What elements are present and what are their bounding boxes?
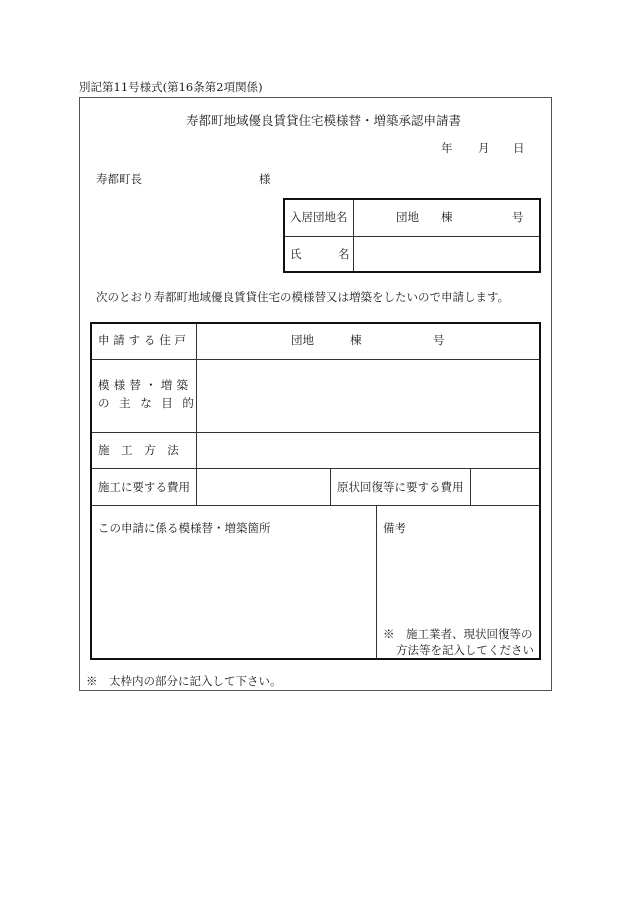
row-line-3 <box>92 468 539 469</box>
row-line-1 <box>92 359 539 360</box>
complex-label: 入居団地名 <box>290 210 348 224</box>
date-year: 年 <box>441 141 453 155</box>
cost-split-line <box>330 469 331 505</box>
label-column-line <box>196 324 197 505</box>
row-line-2 <box>92 432 539 433</box>
addressee-name: 寿都町長 <box>96 172 142 186</box>
form-title: 寿都町地域優良賃貸住宅模様替・増築承認申請書 <box>186 113 462 128</box>
name-label-2: 名 <box>338 247 350 261</box>
name-label-1: 氏 <box>290 247 302 261</box>
complex-mune: 棟 <box>441 210 453 224</box>
name-field[interactable] <box>355 238 539 271</box>
row-line-4 <box>92 505 539 506</box>
intro-text: 次のとおり寿都町地域優良賃貸住宅の模様替又は増築をしたいので申請します。 <box>96 290 510 304</box>
dwelling-mune: 棟 <box>350 333 362 347</box>
complex-go: 号 <box>512 210 524 224</box>
form-number: 別記第11号様式(第16条第2項関係) <box>79 80 263 94</box>
purpose-label-line1: 模様替・増築 <box>98 378 193 392</box>
dwelling-danchi: 団地 <box>291 333 314 347</box>
complex-danchi: 団地 <box>396 210 419 224</box>
applicant-divider-h <box>285 236 539 237</box>
restore-cost-label: 原状回復等に要する費用 <box>337 480 464 494</box>
restore-split-line <box>470 469 471 505</box>
dwelling-go: 号 <box>433 333 445 347</box>
footnote: ※ 太枠内の部分に記入して下さい。 <box>86 674 282 688</box>
cost-label: 施工に要する費用 <box>98 480 190 494</box>
complex-value-field[interactable] <box>355 200 539 235</box>
purpose-label-line2: の主な目的 <box>98 396 204 410</box>
remarks-split-line <box>376 506 377 658</box>
remarks-note-line1: ※ 施工業者、現状回復等の <box>383 627 533 641</box>
method-field[interactable] <box>198 434 538 467</box>
date-month: 月 <box>478 141 490 155</box>
remarks-note-line2: 方法等を記入してください <box>396 643 534 657</box>
location-field[interactable] <box>92 540 375 657</box>
applicant-divider-v <box>353 200 354 271</box>
remarks-label: 備考 <box>383 521 406 535</box>
addressee-honorific: 様 <box>259 172 271 186</box>
dwelling-field[interactable] <box>198 325 538 358</box>
purpose-field[interactable] <box>198 361 538 431</box>
location-label: この申請に係る模様替・増築箇所 <box>98 521 271 535</box>
method-label: 施工方法 <box>98 443 191 457</box>
restore-cost-field[interactable] <box>472 470 538 504</box>
date-day: 日 <box>513 141 525 155</box>
cost-field[interactable] <box>198 470 329 504</box>
dwelling-label: 申請する住戸 <box>98 333 190 347</box>
